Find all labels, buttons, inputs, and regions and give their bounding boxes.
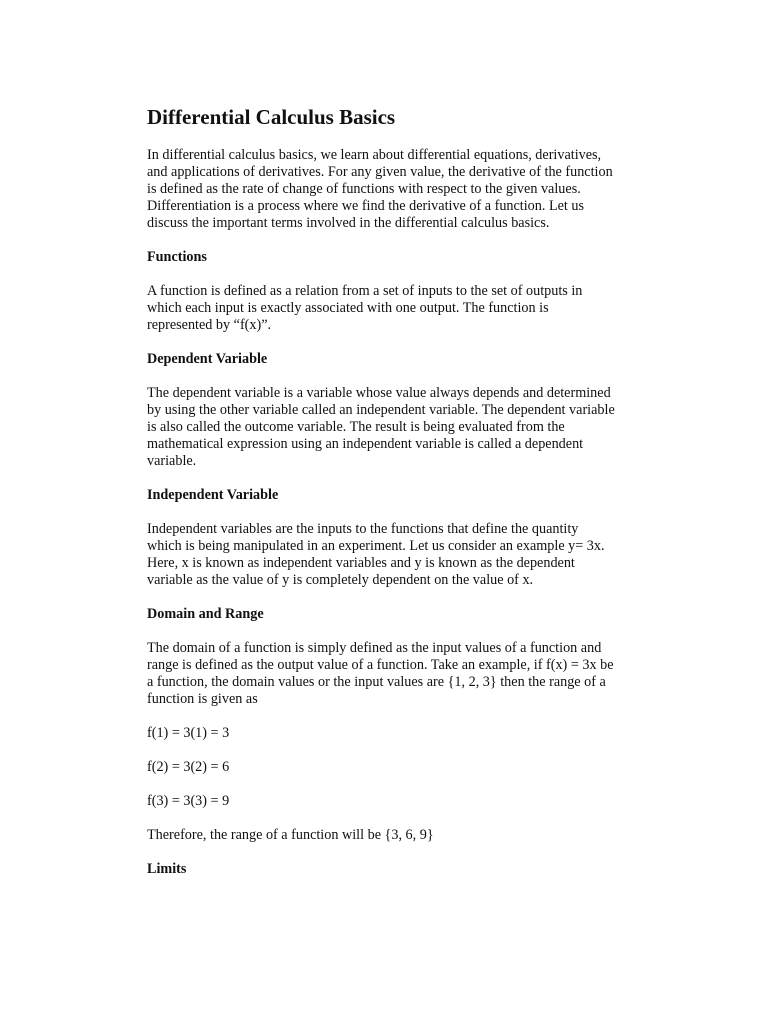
domain-range-line: range is defined as the output value of a function. Take an example, if f(x) = 3x be xyxy=(147,657,614,673)
section-heading-limits: Limits xyxy=(147,861,187,877)
intro-line: In differential calculus basics, we learn about differential equations, derivatives, xyxy=(147,147,602,163)
independent-line: Here, x is known as independent variables and y is known as the dependent xyxy=(147,555,575,571)
equation-f1: f(1) = 3(1) = 3 xyxy=(147,725,230,741)
intro-line: is defined as the rate of change of functions with respect to the given values. xyxy=(147,181,581,197)
intro-line: discuss the important terms involved in the differential calculus basics. xyxy=(147,215,550,231)
section-heading-independent-variable: Independent Variable xyxy=(147,487,279,503)
independent-paragraph xyxy=(147,521,657,589)
domain-range-line: a function, the domain values or the input values are {1, 2, 3} then the range of a xyxy=(147,674,606,690)
intro-paragraph xyxy=(147,147,657,232)
independent-line: which is being manipulated in an experiment. Let us consider an example y= 3x. xyxy=(147,538,605,554)
functions-line: which each input is exactly associated with one output. The function is xyxy=(147,300,549,316)
section-heading-functions: Functions xyxy=(147,249,207,265)
independent-line: Independent variables are the inputs to the functions that define the quantity xyxy=(147,521,579,537)
dependent-line: by using the other variable called an independent variable. The dependent variable xyxy=(147,402,615,418)
domain-range-line: The domain of a function is simply defined as the input values of a function and xyxy=(147,640,602,656)
dependent-line: The dependent variable is a variable whose value always depends and determined xyxy=(147,385,611,401)
functions-line: A function is defined as a relation from a set of inputs to the set of outputs in xyxy=(147,283,583,299)
equation-f3: f(3) = 3(3) = 9 xyxy=(147,793,230,809)
dependent-paragraph xyxy=(147,385,657,470)
dependent-line: mathematical expression using an independent variable is called a dependent xyxy=(147,436,584,452)
equation-f2: f(2) = 3(2) = 6 xyxy=(147,759,230,775)
range-conclusion: Therefore, the range of a function will be {3, 6, 9} xyxy=(147,827,434,843)
document-page xyxy=(147,104,657,895)
dependent-line: is also called the outcome variable. The result is being evaluated from the xyxy=(147,419,565,435)
domain-range-line: function is given as xyxy=(147,691,258,707)
independent-line: variable as the value of y is completely dependent on the value of x. xyxy=(147,572,534,588)
section-heading-domain-and-range: Domain and Range xyxy=(147,606,264,622)
domain-range-paragraph xyxy=(147,640,657,708)
page-title: Differential Calculus Basics xyxy=(147,105,396,129)
functions-line: represented by “f(x)”. xyxy=(147,317,272,333)
intro-line: Differentiation is a process where we find the derivative of a function. Let us xyxy=(147,198,585,214)
section-heading-dependent-variable: Dependent Variable xyxy=(147,351,268,367)
functions-paragraph xyxy=(147,283,657,334)
dependent-line: variable. xyxy=(147,453,197,469)
intro-line: and applications of derivatives. For any given value, the derivative of the function xyxy=(147,164,613,180)
